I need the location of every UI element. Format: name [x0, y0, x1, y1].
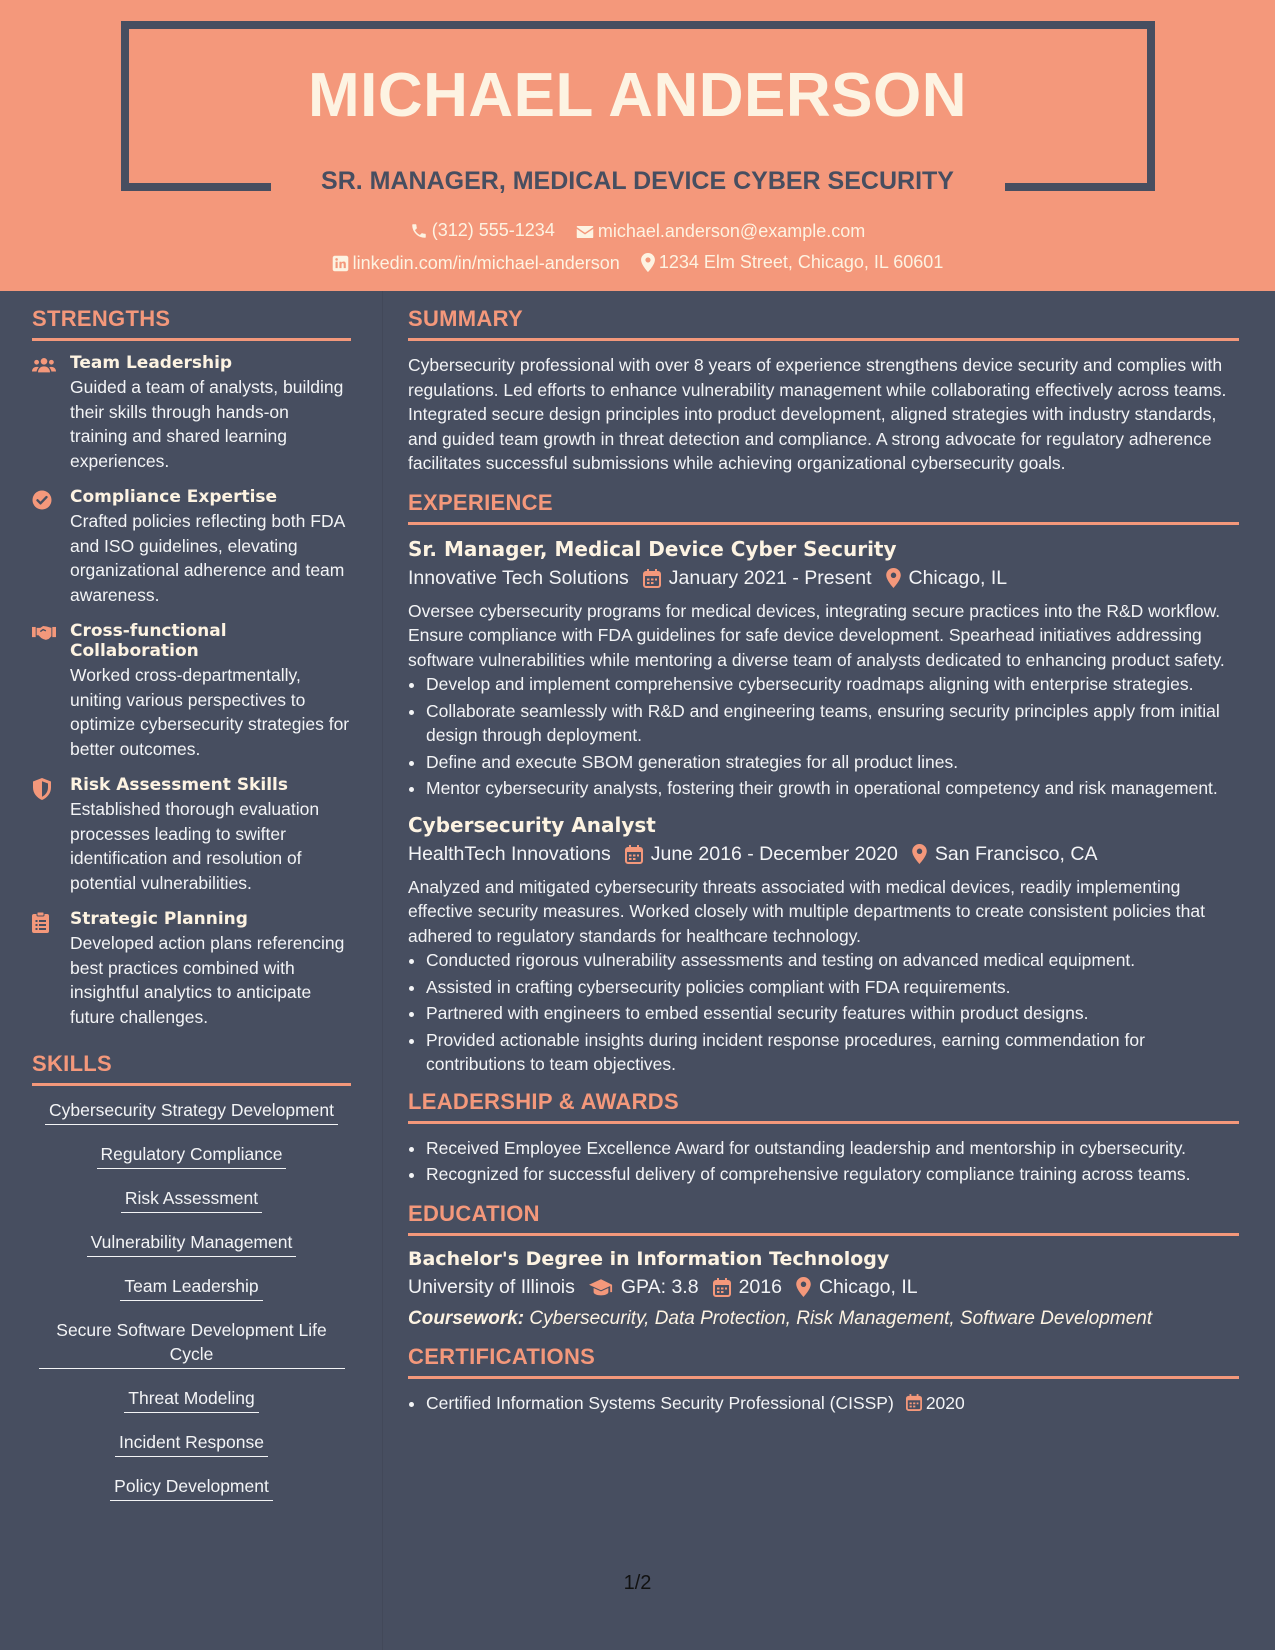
list-item: • Conducted rigorous vulnerability assessments and testing on advanced medical equipment. — [426, 948, 1239, 973]
location-pin-icon — [796, 1277, 811, 1297]
clipboard-icon — [32, 912, 49, 933]
envelope-icon — [576, 224, 594, 240]
skill-tag: Policy Development — [110, 1474, 273, 1501]
list-item: • Partnered with engineers to embed essential security features within product designs. — [426, 1001, 1239, 1026]
strength-desc: Established thorough evaluation processes leading to swifter identification and resolution of potential vulnerabilities. — [70, 799, 320, 893]
strength-item — [32, 487, 351, 607]
candidate-name: MICHAEL ANDERSON — [307, 61, 968, 130]
skill-tag: Incident Response — [115, 1430, 268, 1457]
list-item: • Define and execute SBOM generation strategies for all product lines. — [426, 750, 1239, 775]
skill-tag: Threat Modeling — [124, 1386, 258, 1413]
skills-list — [32, 1098, 351, 1518]
users-icon — [32, 356, 56, 374]
linkedin-icon — [332, 255, 349, 272]
company: HealthTech Innovations — [408, 842, 611, 865]
education-meta — [408, 1276, 1239, 1299]
list-item: • Mentor cybersecurity analysts, fostering their growth in operational competency and risk management. — [426, 776, 1239, 801]
phone-text: (312) 555-1234 — [431, 220, 555, 240]
summary-heading: SUMMARY — [408, 306, 1239, 341]
shield-icon — [32, 778, 52, 800]
skill-tag: Team Leadership — [120, 1274, 262, 1301]
certifications-heading: CERTIFICATIONS — [408, 1344, 1239, 1379]
job-dates: January 2021 - Present — [668, 566, 872, 589]
list-item: • Develop and implement comprehensive cybersecurity roadmaps aligning with enterprise strategies. — [426, 672, 1239, 697]
cert-name: • Certified Information Systems Security Professional (CISSP) — [426, 1392, 894, 1413]
skill-tag: Vulnerability Management — [87, 1230, 297, 1257]
skill-tag: Regulatory Compliance — [97, 1142, 287, 1169]
strength-desc: Developed action plans referencing best practices combined with insightful analytics to anticipate future challenges. — [70, 933, 345, 1027]
calendar-icon — [643, 569, 661, 588]
skill-tag: Cybersecurity Strategy Development — [45, 1098, 338, 1125]
summary-text: Cybersecurity professional with over 8 years of experience strengthens device security and complies with regulations. Led efforts to enhance vulnerability management while collaborating effectively across teams. Integrated secure design principles into product development, aligned strategies with industry standards, and guided team growth in threat detection and compliance. A strong advocate for regulatory adherence facilitates successful submissions while achieving organizational cybersecurity goals. — [408, 355, 1227, 473]
list-item: • Provided actionable insights during incident response procedures, earning commendation for contributions to team objectives. — [426, 1028, 1239, 1077]
coursework-list: Cybersecurity, Data Protection, Risk Management, Software Development — [524, 1307, 1153, 1329]
strength-desc: Crafted policies reflecting both FDA and ISO guidelines, elevating organizational adherence and team awareness. — [70, 511, 345, 605]
job-entry — [408, 537, 1239, 801]
gpa: GPA: 3.8 — [620, 1275, 699, 1298]
job-title: Sr. Manager, Medical Device Cyber Security — [408, 536, 897, 561]
address — [641, 252, 944, 273]
contact-row-1 — [0, 220, 1275, 245]
strength-title: Team Leadership — [70, 353, 233, 373]
education-location: Chicago, IL — [818, 1275, 918, 1298]
graduation-cap-icon — [589, 1279, 613, 1296]
job-location: Chicago, IL — [908, 566, 1008, 589]
list-item: • Collaborate seamlessly with R&D and engineering teams, ensuring security principles apply from initial design through deployment. — [426, 699, 1239, 748]
strength-item — [32, 909, 351, 1029]
strength-item — [32, 775, 351, 895]
calendar-icon — [906, 1394, 922, 1411]
header — [0, 0, 1275, 291]
coursework-label: Coursework: — [408, 1307, 525, 1329]
phone-icon — [410, 222, 428, 240]
list-item — [426, 1391, 1239, 1416]
coursework — [408, 1308, 1239, 1330]
email[interactable] — [576, 221, 865, 242]
left-column — [32, 306, 351, 1518]
job-title: Cybersecurity Analyst — [408, 812, 656, 837]
linkedin[interactable] — [332, 253, 620, 274]
calendar-icon — [713, 1278, 731, 1297]
awards-list — [426, 1136, 1239, 1187]
calendar-icon — [625, 845, 643, 864]
location-pin-icon — [641, 253, 655, 272]
job-bullets — [426, 672, 1239, 801]
header-frame — [121, 21, 1155, 29]
job-description: Oversee cybersecurity programs for medical devices, integrating secure practices into the R&D workflow. Ensure compliance with FDA guidelines for safe device development. Spearhead initiatives addressing software vulnerabilities while mentoring a diverse team of analysts dedicated to enhancing product safety. — [408, 600, 1225, 670]
cert-year: 2020 — [925, 1392, 965, 1413]
awards-heading: LEADERSHIP & AWARDS — [408, 1089, 1239, 1124]
job-dates: June 2016 - December 2020 — [650, 842, 898, 865]
contact-row-2 — [0, 252, 1275, 277]
job-entry — [408, 813, 1239, 1077]
job-description: Analyzed and mitigated cybersecurity threats associated with medical devices, readily implementing effective security measures. Worked closely with multiple departments to create consistent policies that adhered to regulatory standards for healthcare technology. — [408, 876, 1205, 946]
job-bullets — [426, 948, 1239, 1077]
list-item: • Received Employee Excellence Award for outstanding leadership and mentorship in cybersecurity. — [426, 1136, 1239, 1161]
strength-desc: Worked cross-departmentally, uniting various perspectives to optimize cybersecurity strategies for better outcomes. — [70, 665, 350, 759]
strength-title: Risk Assessment Skills — [70, 775, 288, 795]
skill-tag: Secure Software Development Life Cycle — [39, 1318, 345, 1369]
graduation-year: 2016 — [738, 1275, 782, 1298]
job-title-header: SR. MANAGER, MEDICAL DEVICE CYBER SECURITY — [321, 167, 954, 195]
right-column — [408, 306, 1239, 1417]
skill-tag: Risk Assessment — [121, 1186, 262, 1213]
skills-heading: SKILLS — [32, 1051, 351, 1086]
education-heading: EDUCATION — [408, 1201, 1239, 1236]
check-circle-icon — [32, 490, 52, 510]
job-location: San Francisco, CA — [934, 842, 1098, 865]
degree: Bachelor's Degree in Information Technology — [408, 1247, 890, 1270]
phone[interactable] — [410, 220, 555, 241]
strength-desc: Guided a team of analysts, building their skills through hands-on training and shared learning experiences. — [70, 377, 344, 471]
linkedin-text: linkedin.com/in/michael-anderson — [352, 253, 620, 273]
list-item: • Recognized for successful delivery of comprehensive regulatory compliance training across teams. — [426, 1162, 1239, 1187]
strength-title: Cross-functional Collaboration — [70, 621, 227, 661]
school: University of Illinois — [408, 1275, 575, 1298]
list-item: • Assisted in crafting cybersecurity policies compliant with FDA requirements. — [426, 975, 1239, 1000]
strength-item — [32, 621, 351, 761]
job-meta — [408, 843, 1239, 866]
strength-title: Strategic Planning — [70, 909, 248, 929]
handshake-icon — [32, 624, 56, 641]
strength-item — [32, 353, 351, 473]
job-meta — [408, 567, 1239, 590]
experience-heading: EXPERIENCE — [408, 490, 1239, 525]
email-text: michael.anderson@example.com — [597, 221, 866, 241]
page-number: 1/2 — [623, 1572, 652, 1594]
certifications-list — [426, 1391, 1239, 1416]
location-pin-icon — [912, 844, 927, 864]
strengths-heading: STRENGTHS — [32, 306, 351, 341]
address-text: 1234 Elm Street, Chicago, IL 60601 — [658, 252, 944, 272]
strength-title: Compliance Expertise — [70, 487, 278, 507]
location-pin-icon — [886, 568, 901, 588]
company: Innovative Tech Solutions — [408, 566, 629, 589]
